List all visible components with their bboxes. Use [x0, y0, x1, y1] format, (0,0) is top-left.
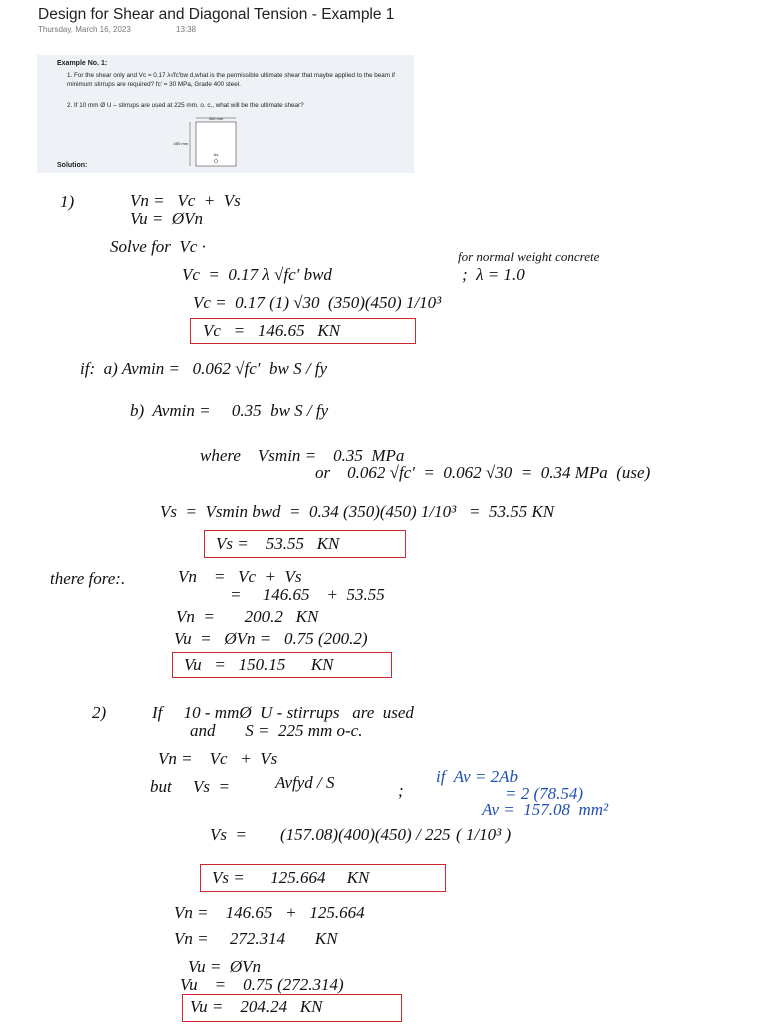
- eq-vn-values: = 146.65 + 53.55: [230, 585, 385, 604]
- stirrup-statement: If 10 - mmØ U - stirrups are used: [152, 703, 414, 722]
- note-av-result: Av = 157.08 mm²: [482, 800, 609, 819]
- eq-vs-result-2: Vs = 125.664 KN: [212, 868, 370, 887]
- eq-lambda: ; λ = 1.0: [462, 265, 525, 284]
- eq-avmin-b: b) Avmin = 0.35 bw S / fy: [130, 401, 329, 420]
- eq-vs-substitution: (157.08)(400)(450) / 225: [280, 825, 451, 844]
- eq-vn-sum-2: Vn = 146.65 + 125.664: [174, 903, 365, 922]
- eq-vc-substitution: Vc = 0.17 (1) √30 (350)(450) 1/10³: [193, 293, 442, 312]
- eq-vn-sum: Vn = Vc + Vs: [178, 567, 302, 586]
- example-question-2: 2. If 10 mm Ø U – stirrups are used at 225 mm. o. c., what will be the ultimate shear?: [67, 102, 304, 109]
- therefore-label: there fore:.: [50, 569, 126, 588]
- eq-vs-calc: Vs = Vsmin bwd = 0.34 (350)(450) 1/10³ = 53.55 KN: [160, 502, 555, 521]
- eq-vu-result-1: Vu = 150.15 KN: [184, 655, 334, 674]
- spacing-statement: and S = 225 mm o-c.: [190, 721, 363, 740]
- note-av-calc: = 2 (78.54): [505, 784, 584, 803]
- steel-area-label: As: [213, 152, 219, 157]
- example-screenshot: [37, 55, 414, 173]
- eq-vs-result: Vs = 53.55 KN: [216, 534, 340, 553]
- eq-vsmin: where Vsmin = 0.35 MPa: [200, 446, 405, 465]
- but-vs-label: but Vs =: [150, 777, 230, 796]
- eq-vn-result-2: Vn = 272.314 KN: [174, 929, 338, 948]
- solve-for-vc: Solve for Vc ·: [110, 237, 206, 256]
- eq-vu-calc-2: Vu = 0.75 (272.314): [180, 975, 344, 994]
- part-1-label: 1): [60, 192, 75, 211]
- note-time: 13:38: [176, 25, 197, 34]
- example-title: Example No. 1:: [57, 60, 108, 67]
- note-normal-weight: for normal weight concrete: [458, 249, 600, 264]
- beam-section-figure: [152, 115, 272, 167]
- eq-vc-result: Vc = 146.65 KN: [203, 321, 341, 340]
- eq-vn: Vn = Vc + Vs: [130, 191, 241, 210]
- example-question-1: 1. For the shear only and Vc = 0.17 λ√fc′bw d,what is the permissible ultimate shear that maybe applied to the beam if minimum stirrups are required? fc′ = 30 MPa, Grade 400 steel.: [67, 72, 395, 88]
- note-av-2ab: if Av = 2Ab: [436, 767, 518, 786]
- eq-vu-2: Vu = ØVn: [188, 957, 262, 976]
- eq-semicolon: ;: [398, 781, 404, 800]
- eq-vu-result-2: Vu = 204.24 KN: [190, 997, 323, 1016]
- beam-width-label: 350 mm: [208, 116, 224, 121]
- example-solution-label: Solution:: [57, 162, 88, 169]
- note-date: Thursday, March 16, 2023: [38, 25, 131, 34]
- beam-height-label: 450 mm: [173, 141, 188, 146]
- eq-avmin-a: if: a) Avmin = 0.062 √fc′ bw S / fy: [80, 359, 328, 378]
- eq-vn-2: Vn = Vc + Vs: [158, 749, 278, 768]
- eq-vs-label-2: Vs =: [210, 825, 247, 844]
- eq-vu: Vu = ØVn: [130, 209, 204, 228]
- eq-vc-formula: Vc = 0.17 λ √fc′ bwd: [182, 265, 332, 284]
- eq-unit-factor: ( 1/10³ ): [456, 825, 512, 844]
- eq-vn-result: Vn = 200.2 KN: [176, 607, 319, 626]
- eq-vs-fraction: Avfyd / S: [275, 773, 335, 792]
- part-2-label: 2): [92, 703, 107, 722]
- eq-vu-calc: Vu = ØVn = 0.75 (200.2): [174, 629, 368, 648]
- page-title: Design for Shear and Diagonal Tension - Example 1: [38, 6, 395, 23]
- eq-vsmin-alt: or 0.062 √fc′ = 0.062 √30 = 0.34 MPa (use): [315, 463, 651, 482]
